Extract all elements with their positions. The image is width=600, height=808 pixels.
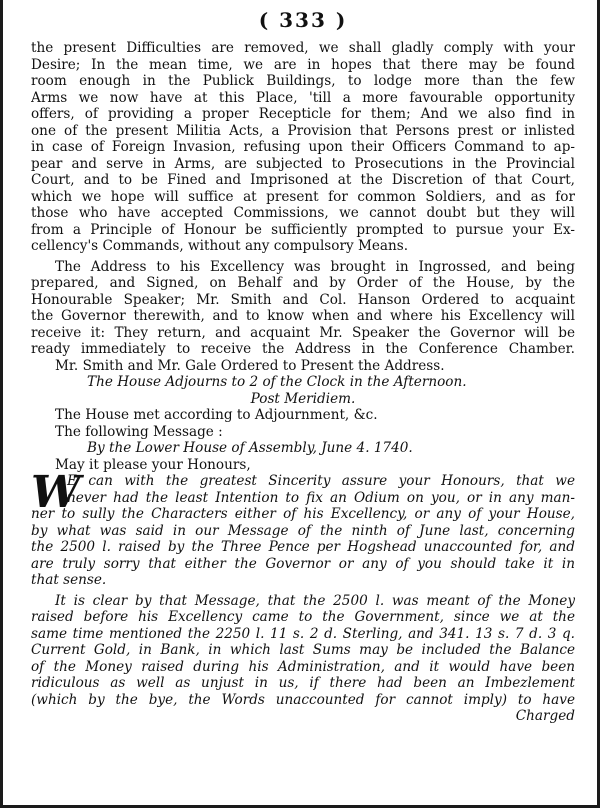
ordered-line: Mr. Smith and Mr. Gale Ordered to Present the Address. (55, 357, 445, 374)
text-line: the present Difficulties are removed, we shall gladly comply with your (31, 40, 575, 56)
text-line: Current Gold, in Bank, in which last Sums may be included the Balance (31, 642, 575, 658)
text-line: raised before his Excellency came to the Government, since we at the (31, 609, 575, 625)
page-number: ( 333 ) (258, 8, 348, 32)
text-line: It is clear by that Message, that the 2500 l. was meant of the Money (55, 592, 575, 609)
text-line: prepared, and Signed, on Behalf and by Order of the House, by the (31, 275, 575, 291)
catchword: Charged (515, 708, 575, 724)
text-line: the 2500 l. raised by the Three Pence per Hogshead unaccounted for, and (31, 539, 575, 555)
text-line: room enough in the Publick Buildings, to lodge more than the few (31, 73, 575, 89)
text-line: pear and serve in Arms, are subjected to Prosecutions in the Provincial (31, 155, 575, 172)
text-line: The Address to his Excellency was brought in Ingrossed, and being (55, 258, 575, 275)
text-line: by what was said in our Message of the ninth of June last, concerning (31, 522, 575, 539)
text-line: (which by the bye, the Words unaccounted for cannot imply) to have (31, 691, 575, 708)
text-line: are truly sorry that either the Governor or any of you should take it in (31, 555, 575, 572)
message-from-line: By the Lower House of Assembly, June 4. 1740. (87, 440, 413, 456)
text-line: which we hope will suffice at present for common Soldiers, and as for (31, 188, 575, 205)
met-line: The House met according to Adjournment, &c. (55, 407, 378, 423)
message-paragraph-1 (31, 467, 575, 589)
post-meridiem-heading: Post Meridiem. (250, 390, 356, 407)
text-line: Court, and to be Fined and Imprisoned at the Discretion of that Court, (31, 172, 575, 188)
following-line: The following Message : (55, 423, 223, 440)
drop-cap: W (31, 467, 81, 518)
text-line: from a Principle of Honour be sufficiently prompted to pursue your Ex- (31, 221, 575, 238)
text-line: offers, of providing a proper Recepticle for them; And we also find in (31, 106, 575, 122)
text-line: of the Money raised during his Administration, and it would have been (31, 658, 575, 675)
text-line: receive it: They return, and acquaint Mr. Speaker the Governor will be (31, 324, 575, 341)
text-line: Honourable Speaker; Mr. Smith and Col. Hanson Ordered to acquaint (31, 291, 575, 308)
text-line: that sense. (31, 572, 107, 588)
adjourns-line: The House Adjourns to 2 of the Clock in the Afternoon. (87, 374, 467, 390)
text-line: ridiculous as well as unjust in us, if there had been an Imbezlement (31, 675, 575, 691)
message-paragraph-2 (31, 593, 575, 709)
text-line: E can with the greatest Sincerity assure your Honours, that we (67, 473, 575, 489)
text-line: in case of Foreign Invasion, refusing upon their Officers Command to ap- (31, 139, 575, 155)
text-line: ner to sully the Characters either of his Excellency, or any of your House, (31, 506, 575, 522)
text-line: Arms we now have at this Place, 'till a more favourable opportunity (31, 89, 575, 106)
paragraph-militia (31, 40, 575, 255)
paragraph-address (31, 259, 575, 358)
text-line: the Governor therewith, and to know when and where his Excellency will (31, 308, 575, 324)
text-line: one of the present Militia Acts, a Provision that Persons prest or inlisted (31, 122, 575, 139)
text-line: cellency's Commands, without any compulsory Means. (31, 238, 409, 254)
salutation-line: May it please your Honours, (55, 456, 251, 473)
text-line: ready immediately to receive the Address in the Conference Chamber. (31, 341, 575, 357)
text-line: those who have accepted Commissions, we cannot doubt but they will (31, 205, 575, 221)
text-line: Desire; In the mean time, we are in hopes that there may be found (31, 56, 575, 73)
text-line: same time mentioned the 2250 l. 11 s. 2 d. Sterling, and 341. 13 s. 7 d. 3 q. (31, 625, 575, 642)
text-line: never had the least Intention to fix an Odium on you, or in any man- (67, 489, 575, 506)
